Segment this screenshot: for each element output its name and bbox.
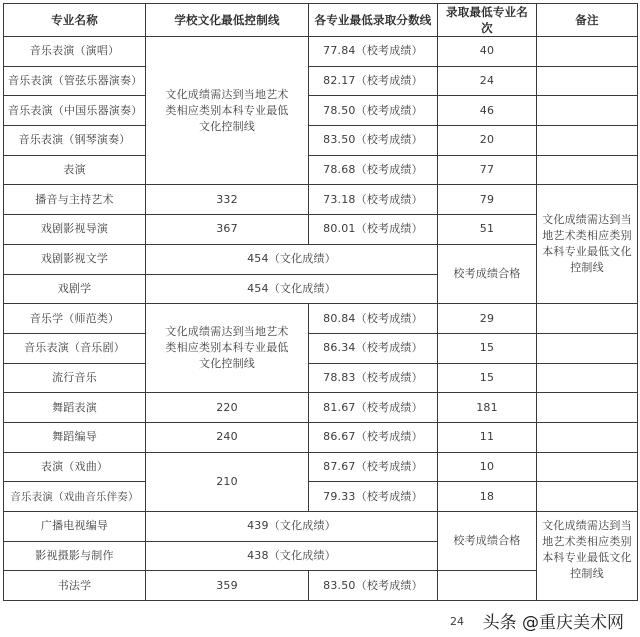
table-row <box>4 155 638 185</box>
culture-score-cell: 454（文化成绩） <box>146 274 438 304</box>
score-cell: 83.50（校考成绩） <box>309 126 438 156</box>
score-cell: 81.67（校考成绩） <box>309 393 438 423</box>
score-cell: 80.01（校考成绩） <box>309 215 438 245</box>
remark-merged-cell: 文化成绩需达到当地艺术类相应类别本科专业最低文化控制线 <box>537 185 638 304</box>
table-row <box>4 304 638 334</box>
remark-cell <box>537 37 638 67</box>
major-cell: 影视摄影与制作 <box>4 541 146 571</box>
major-cell: 戏剧影视导演 <box>4 215 146 245</box>
pass-exam-merged-cell: 校考成绩合格 <box>438 512 537 571</box>
score-cell: 80.84（校考成绩） <box>309 304 438 334</box>
rank-cell <box>438 571 537 601</box>
table-row <box>4 363 638 393</box>
table-row <box>4 126 638 156</box>
rank-cell: 15 <box>438 333 537 363</box>
major-cell: 音乐表演（钢琴演奏） <box>4 126 146 156</box>
major-cell: 舞蹈表演 <box>4 393 146 423</box>
rank-cell: 20 <box>438 126 537 156</box>
culture-cell: 359 <box>146 571 309 601</box>
culture-cell: 332 <box>146 185 309 215</box>
pass-exam-merged-cell: 校考成绩合格 <box>438 244 537 303</box>
major-cell: 书法学 <box>4 571 146 601</box>
header-major: 专业名称 <box>4 4 146 37</box>
remark-cell <box>537 304 638 334</box>
table-row <box>4 512 638 542</box>
culture-score-cell: 454（文化成绩） <box>146 244 438 274</box>
table-row <box>4 482 638 512</box>
remark-cell <box>537 155 638 185</box>
rank-cell: 40 <box>438 37 537 67</box>
remark-merged-cell: 文化成绩需达到当地艺术类相应类别本科专业最低文化控制线 <box>537 512 638 601</box>
watermark-text: 头条 @重庆美术网 <box>482 613 624 633</box>
remark-cell <box>537 126 638 156</box>
culture-rule-merged-cell: 文化成绩需达到当地艺术类相应类别本科专业最低文化控制线 <box>146 37 309 185</box>
major-cell: 音乐表演（戏曲音乐伴奏） <box>4 482 146 512</box>
rank-cell: 10 <box>438 452 537 482</box>
score-cell: 86.34（校考成绩） <box>309 333 438 363</box>
major-cell: 流行音乐 <box>4 363 146 393</box>
header-min-score: 各专业最低录取分数线 <box>309 4 438 37</box>
major-cell: 音乐表演（音乐剧） <box>4 333 146 363</box>
table-row <box>4 37 638 67</box>
rank-cell: 18 <box>438 482 537 512</box>
remark-cell <box>537 66 638 96</box>
remark-cell <box>537 393 638 423</box>
major-cell: 表演 <box>4 155 146 185</box>
score-cell: 73.18（校考成绩） <box>309 185 438 215</box>
culture-rule-merged-cell: 文化成绩需达到当地艺术类相应类别本科专业最低文化控制线 <box>146 304 309 393</box>
table-row <box>4 333 638 363</box>
table-header-row <box>4 4 638 37</box>
rank-cell: 15 <box>438 363 537 393</box>
major-cell: 表演（戏曲） <box>4 452 146 482</box>
rank-cell: 51 <box>438 215 537 245</box>
culture-cell: 220 <box>146 393 309 423</box>
score-cell: 82.17（校考成绩） <box>309 66 438 96</box>
header-remark: 备注 <box>537 4 638 37</box>
culture-score-cell: 438（文化成绩） <box>146 541 438 571</box>
remark-cell <box>537 482 638 512</box>
remark-cell <box>537 422 638 452</box>
rank-cell: 11 <box>438 422 537 452</box>
header-min-rank: 录取最低专业名次 <box>438 4 537 37</box>
culture-merged-cell: 210 <box>146 452 309 511</box>
admission-score-table <box>3 3 638 601</box>
major-cell: 播音与主持艺术 <box>4 185 146 215</box>
table-row <box>4 452 638 482</box>
culture-score-cell: 439（文化成绩） <box>146 512 438 542</box>
rank-cell: 29 <box>438 304 537 334</box>
rank-cell: 79 <box>438 185 537 215</box>
rank-cell: 24 <box>438 66 537 96</box>
rank-value-last: 24 <box>450 615 464 628</box>
culture-cell: 367 <box>146 215 309 245</box>
score-cell: 79.33（校考成绩） <box>309 482 438 512</box>
rank-cell: 46 <box>438 96 537 126</box>
score-cell: 78.83（校考成绩） <box>309 363 438 393</box>
header-culture-line: 学校文化最低控制线 <box>146 4 309 37</box>
score-cell: 77.84（校考成绩） <box>309 37 438 67</box>
remark-cell <box>537 96 638 126</box>
table-row <box>4 393 638 423</box>
table-row <box>4 185 638 215</box>
table-row <box>4 422 638 452</box>
culture-cell: 240 <box>146 422 309 452</box>
score-cell: 78.68（校考成绩） <box>309 155 438 185</box>
table-row <box>4 96 638 126</box>
score-cell: 86.67（校考成绩） <box>309 422 438 452</box>
score-cell: 78.50（校考成绩） <box>309 96 438 126</box>
score-cell: 87.67（校考成绩） <box>309 452 438 482</box>
remark-cell <box>537 452 638 482</box>
major-cell: 音乐表演（管弦乐器演奏） <box>4 66 146 96</box>
major-cell: 音乐表演（中国乐器演奏） <box>4 96 146 126</box>
major-cell: 音乐学（师范类） <box>4 304 146 334</box>
major-cell: 戏剧学 <box>4 274 146 304</box>
rank-cell: 77 <box>438 155 537 185</box>
major-cell: 舞蹈编导 <box>4 422 146 452</box>
rank-cell: 181 <box>438 393 537 423</box>
major-cell: 广播电视编导 <box>4 512 146 542</box>
score-cell: 83.50（校考成绩） <box>309 571 438 601</box>
remark-cell <box>537 363 638 393</box>
remark-cell <box>537 333 638 363</box>
table-row <box>4 66 638 96</box>
major-cell: 音乐表演（演唱） <box>4 37 146 67</box>
major-cell: 戏剧影视文学 <box>4 244 146 274</box>
